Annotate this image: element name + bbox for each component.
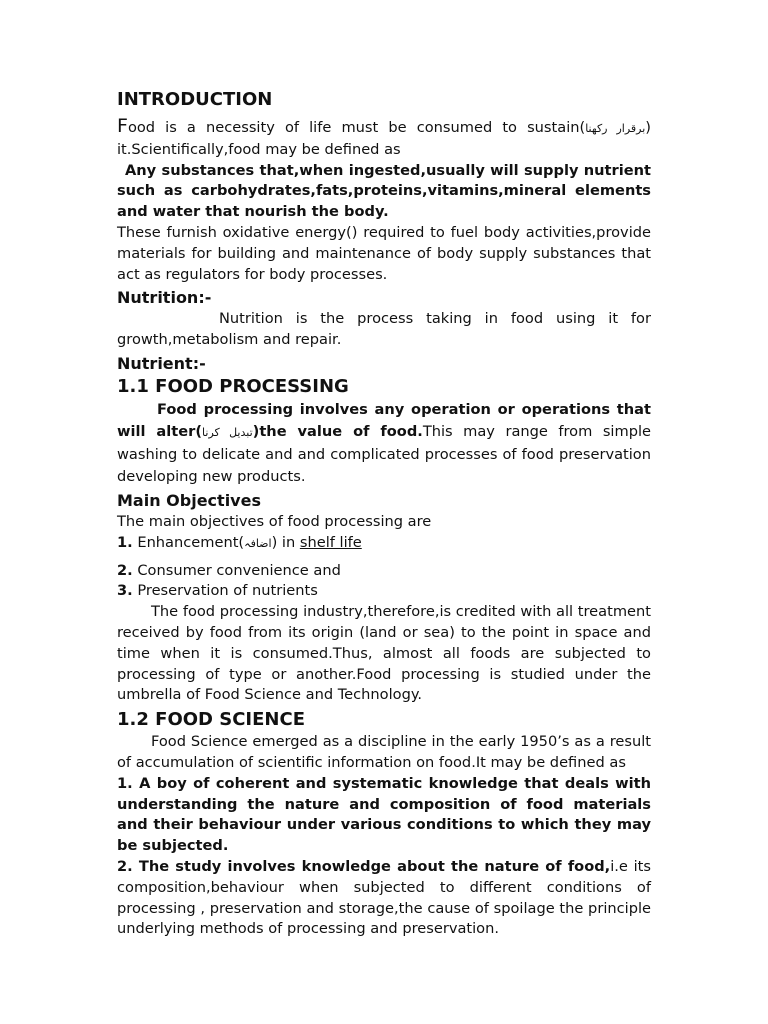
fp-bold-b: )the value of food. (252, 422, 423, 440)
intro-definition: Any substances that,when ingested,usually will supply nutrient such as carbohydrates,fats,proteins,vitamins,mineral elements and water that nourish the body. (117, 161, 651, 221)
objective-num: 1. (117, 533, 133, 551)
objective-item-2 (117, 561, 651, 582)
intro-paragraph-1 (117, 116, 651, 161)
objective-num: 3. (117, 582, 133, 600)
urdu-gloss: اضافہ (244, 536, 272, 550)
objectives-intro: The main objectives of food processing are (117, 512, 432, 530)
objective-text: Preservation of nutrients (132, 582, 318, 600)
intro-text-tail: ) it.Scientifically,food may be defined as (117, 119, 651, 158)
def2-rest: i.e its composition,behaviour when subjected to different conditions of processing , preservation and storage,the cause of spoilage the principle underlying methods of processing and preservation. (117, 857, 651, 938)
urdu-gloss: تبدیل کرنا (202, 425, 253, 439)
drop-cap: F (117, 115, 128, 137)
nutrition-text: Nutrition is the process taking in food using it for growth,metabolism and repair. (117, 310, 651, 349)
heading-nutrition: Nutrition:- (117, 288, 212, 308)
heading-food-processing: 1.1 FOOD PROCESSING (117, 375, 349, 397)
objective-text: Consumer convenience and (132, 561, 341, 579)
heading-food-science: 1.2 FOOD SCIENCE (117, 709, 305, 731)
food-science-intro: Food Science emerged as a discipline in the early 1950’s as a result of accumulation of scientific information on food.It may be defined as (117, 733, 651, 771)
fp-rest: This may range from simple washing to delicate and and complicated processes of food preservation developing new products. (117, 422, 651, 485)
food-science-definition-2 (117, 857, 651, 940)
objective-text: ) in (271, 533, 300, 551)
objective-item-1 (117, 533, 651, 555)
shelf-life-underlined: shelf life (299, 533, 362, 551)
processing-industry-paragraph: The food processing industry,therefore,is credited with all treatment received by food from its origin (land or sea) to the point in space and time when it is consumed.Thus, almost all foods are subjected to processing of type or another.Food processing is studied under the umbrella of Food Science and Technology. (117, 603, 651, 704)
intro-paragraph-3: These furnish oxidative energy() required to fuel body activities,provide materials for building and maintenance of body supply substances that act as regulators for body processes. (117, 223, 651, 283)
objective-item-3 (117, 581, 651, 602)
heading-introduction: INTRODUCTION (117, 89, 273, 110)
objective-num: 2. (117, 561, 133, 579)
intro-text: ood is a necessity of life must be consumed to sustain( (127, 119, 586, 136)
heading-nutrient: Nutrient:- (117, 353, 206, 373)
fp-bold-a: Food processing involves any operation or operations that will alter( (117, 400, 651, 440)
heading-main-objectives: Main Objectives (117, 490, 261, 510)
urdu-gloss: برقرار رکھنا (585, 122, 646, 135)
objective-text: Enhancement( (132, 533, 245, 551)
def2-bold: 2. The study involves knowledge about the nature of food, (117, 857, 611, 875)
food-science-definition-1: 1. A boy of coherent and systematic knowledge that deals with understanding the nature and composition of food materials and their behaviour under various conditions to which they may be subjected. (117, 774, 651, 855)
food-processing-paragraph (117, 399, 651, 488)
